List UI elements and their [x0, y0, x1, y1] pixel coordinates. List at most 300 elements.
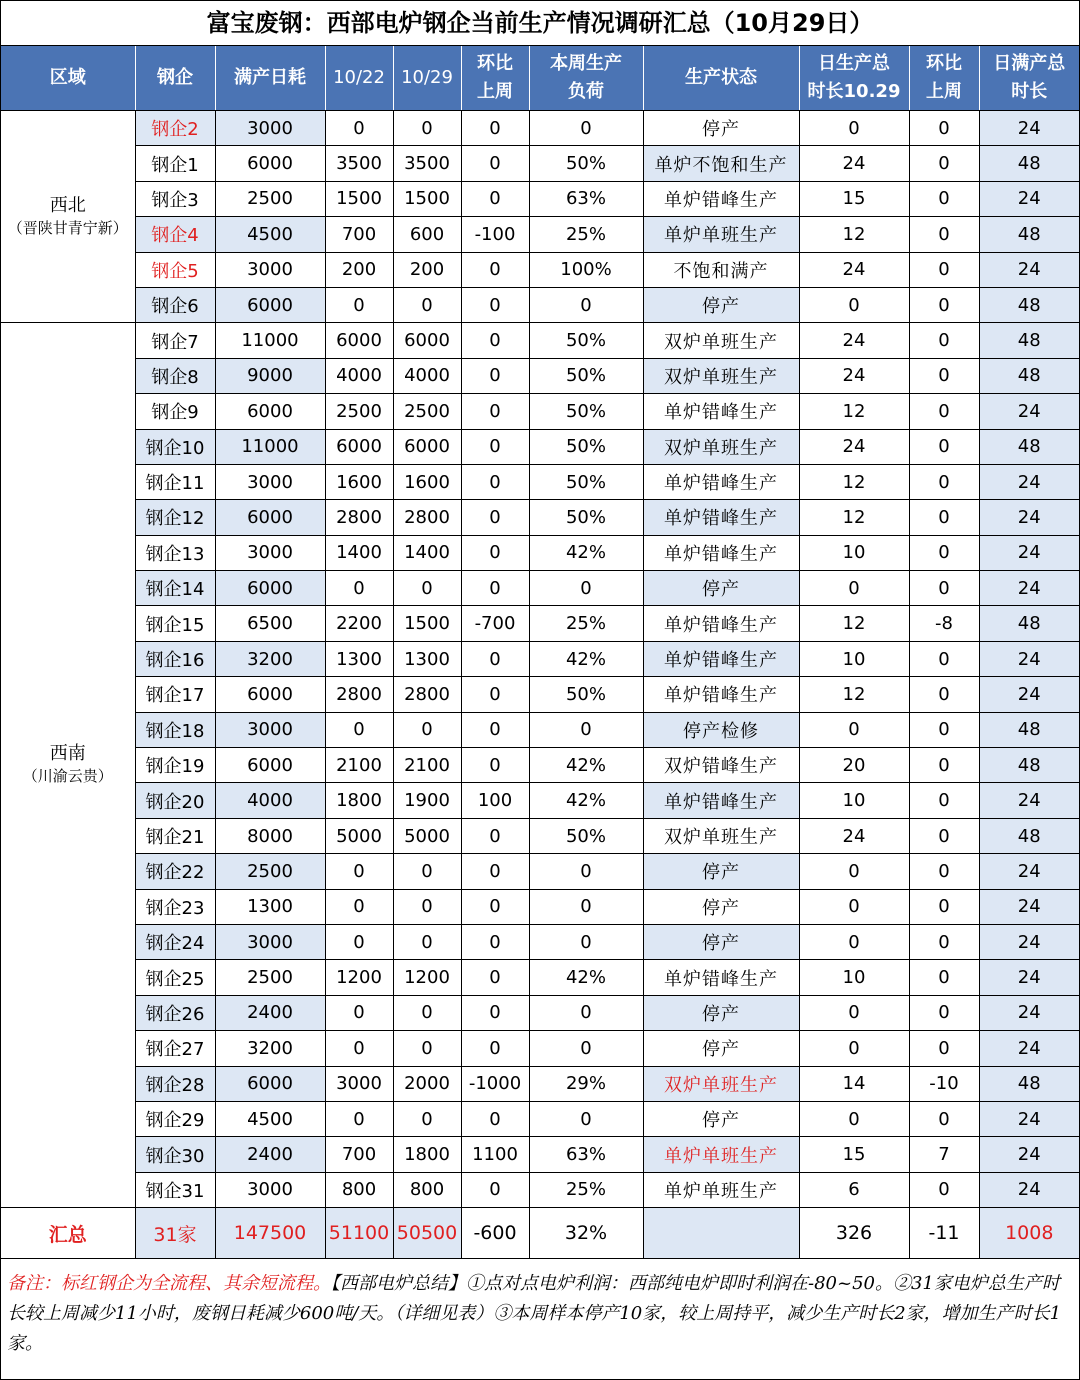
cell-mill: 钢企7	[135, 323, 215, 358]
cell-hours: 12	[799, 606, 909, 641]
cell-hours: 0	[799, 111, 909, 146]
cell-capacity: 1300	[215, 889, 325, 924]
cell-d1022: 1500	[325, 181, 393, 216]
table-row	[1, 1137, 1079, 1172]
cell-d1029: 6000	[393, 323, 461, 358]
cell-hours: 24	[799, 252, 909, 287]
cell-full: 24	[979, 571, 1079, 606]
cell-d1022: 1300	[325, 641, 393, 676]
table-row	[1, 606, 1079, 641]
cell-mill: 钢企5	[135, 252, 215, 287]
cell-hours: 12	[799, 500, 909, 535]
cell-d1029: 2500	[393, 394, 461, 429]
cell-capacity: 3200	[215, 1031, 325, 1066]
cell-status: 停产	[643, 287, 799, 322]
cell-hours: 0	[799, 854, 909, 889]
total-d1029: 50500	[393, 1208, 461, 1259]
cell-mill: 钢企28	[135, 1066, 215, 1101]
table-row	[1, 1101, 1079, 1136]
cell-load: 25%	[529, 217, 643, 252]
cell-full: 24	[979, 854, 1079, 889]
cell-hwow: 0	[909, 712, 979, 747]
cell-mill: 钢企20	[135, 783, 215, 818]
total-capacity: 147500	[215, 1208, 325, 1259]
total-mill: 31家	[135, 1208, 215, 1259]
cell-d1029: 1500	[393, 181, 461, 216]
cell-capacity: 6500	[215, 606, 325, 641]
cell-hwow: 0	[909, 748, 979, 783]
cell-load: 50%	[529, 464, 643, 499]
cell-hwow: 0	[909, 394, 979, 429]
cell-hwow: 0	[909, 111, 979, 146]
cell-capacity: 4500	[215, 1101, 325, 1136]
cell-d1029: 2800	[393, 500, 461, 535]
cell-hwow: 0	[909, 181, 979, 216]
cell-full: 48	[979, 287, 1079, 322]
cell-d1022: 0	[325, 854, 393, 889]
cell-hwow: -10	[909, 1066, 979, 1101]
cell-wow: -700	[461, 606, 529, 641]
cell-mill: 钢企3	[135, 181, 215, 216]
cell-status: 单炉错峰生产	[643, 394, 799, 429]
cell-capacity: 6000	[215, 1066, 325, 1101]
cell-hours: 12	[799, 677, 909, 712]
cell-wow: 0	[461, 500, 529, 535]
cell-full: 24	[979, 111, 1079, 146]
cell-mill: 钢企21	[135, 818, 215, 853]
cell-wow: 0	[461, 924, 529, 959]
cell-hwow: 0	[909, 464, 979, 499]
header-hours: 日生产总 时长10.29	[799, 46, 909, 111]
cell-status: 双炉单班生产	[643, 323, 799, 358]
cell-d1029: 2000	[393, 1066, 461, 1101]
cell-hwow: 0	[909, 1172, 979, 1207]
cell-hours: 0	[799, 1101, 909, 1136]
cell-status: 停产	[643, 854, 799, 889]
table-row	[1, 1172, 1079, 1207]
cell-d1029: 1900	[393, 783, 461, 818]
cell-hwow: -8	[909, 606, 979, 641]
cell-capacity: 6000	[215, 571, 325, 606]
cell-status: 单炉错峰生产	[643, 641, 799, 676]
cell-wow: 0	[461, 146, 529, 181]
cell-load: 63%	[529, 181, 643, 216]
region-subtitle: （川渝云贵）	[22, 767, 113, 786]
cell-d1029: 4000	[393, 358, 461, 393]
cell-mill: 钢企19	[135, 748, 215, 783]
cell-d1022: 700	[325, 217, 393, 252]
cell-capacity: 8000	[215, 818, 325, 853]
cell-hours: 12	[799, 464, 909, 499]
total-hwow: -11	[909, 1208, 979, 1259]
header-wow: 环比 上周	[461, 46, 529, 111]
cell-d1029: 0	[393, 287, 461, 322]
cell-hours: 0	[799, 287, 909, 322]
cell-status: 停产检修	[643, 712, 799, 747]
cell-d1029: 0	[393, 111, 461, 146]
cell-wow: 0	[461, 889, 529, 924]
production-table	[1, 46, 1079, 1259]
cell-load: 42%	[529, 960, 643, 995]
cell-hours: 0	[799, 889, 909, 924]
cell-load: 50%	[529, 677, 643, 712]
cell-hours: 15	[799, 181, 909, 216]
region-southwest	[1, 323, 135, 1208]
cell-load: 42%	[529, 535, 643, 570]
cell-mill: 钢企9	[135, 394, 215, 429]
cell-wow: 0	[461, 535, 529, 570]
table-row	[1, 854, 1079, 889]
cell-d1022: 0	[325, 571, 393, 606]
cell-status: 停产	[643, 924, 799, 959]
cell-capacity: 3200	[215, 641, 325, 676]
cell-hwow: 0	[909, 535, 979, 570]
cell-mill: 钢企27	[135, 1031, 215, 1066]
cell-full: 24	[979, 1172, 1079, 1207]
cell-d1022: 2800	[325, 677, 393, 712]
cell-full: 48	[979, 818, 1079, 853]
cell-mill: 钢企10	[135, 429, 215, 464]
cell-d1022: 0	[325, 712, 393, 747]
region-subtitle: （晋陕甘青宁新）	[7, 218, 128, 237]
cell-load: 42%	[529, 748, 643, 783]
cell-d1029: 2800	[393, 677, 461, 712]
total-load: 32%	[529, 1208, 643, 1259]
cell-hours: 0	[799, 1031, 909, 1066]
cell-d1022: 1400	[325, 535, 393, 570]
header-status: 生产状态	[643, 46, 799, 111]
cell-capacity: 3000	[215, 1172, 325, 1207]
cell-full: 48	[979, 358, 1079, 393]
cell-load: 0	[529, 571, 643, 606]
cell-hours: 0	[799, 995, 909, 1030]
cell-load: 29%	[529, 1066, 643, 1101]
cell-d1022: 6000	[325, 323, 393, 358]
cell-status: 单炉单班生产	[643, 1172, 799, 1207]
cell-capacity: 11000	[215, 323, 325, 358]
cell-status: 停产	[643, 995, 799, 1030]
cell-status: 单炉错峰生产	[643, 960, 799, 995]
cell-d1022: 0	[325, 1101, 393, 1136]
cell-wow: 0	[461, 960, 529, 995]
cell-hours: 0	[799, 571, 909, 606]
cell-full: 48	[979, 146, 1079, 181]
cell-d1029: 0	[393, 712, 461, 747]
cell-full: 48	[979, 429, 1079, 464]
cell-wow: 0	[461, 1172, 529, 1207]
cell-load: 0	[529, 111, 643, 146]
cell-load: 50%	[529, 358, 643, 393]
footnote-summary: 【西部电炉总结】①点对点电炉利润：西部纯电炉即时利润在-80~50。②31家电炉总生产时长较上周减少11小时，废钢日耗减少600吨/天。（详细见表）③本周样本停产10家，较上周持平，减少生产时长2家，增加生产时长1家。	[7, 1273, 1062, 1354]
cell-d1022: 1200	[325, 960, 393, 995]
table-row	[1, 287, 1079, 322]
cell-hours: 0	[799, 924, 909, 959]
cell-full: 24	[979, 500, 1079, 535]
cell-hours: 10	[799, 783, 909, 818]
cell-load: 50%	[529, 429, 643, 464]
cell-hours: 10	[799, 535, 909, 570]
cell-mill: 钢企4	[135, 217, 215, 252]
cell-d1029: 0	[393, 1101, 461, 1136]
cell-capacity: 6000	[215, 677, 325, 712]
cell-status: 停产	[643, 889, 799, 924]
cell-full: 24	[979, 783, 1079, 818]
cell-status: 单炉错峰生产	[643, 464, 799, 499]
cell-wow: 0	[461, 429, 529, 464]
cell-load: 0	[529, 1031, 643, 1066]
header-1022: 10/22	[325, 46, 393, 111]
cell-hours: 12	[799, 217, 909, 252]
cell-d1022: 2100	[325, 748, 393, 783]
cell-d1022: 0	[325, 1031, 393, 1066]
cell-d1022: 1600	[325, 464, 393, 499]
cell-capacity: 4000	[215, 783, 325, 818]
header-full-hours: 日满产总 时长	[979, 46, 1079, 111]
cell-full: 24	[979, 464, 1079, 499]
cell-d1029: 0	[393, 854, 461, 889]
cell-d1022: 4000	[325, 358, 393, 393]
cell-hwow: 0	[909, 960, 979, 995]
table-row	[1, 960, 1079, 995]
table-row	[1, 358, 1079, 393]
cell-mill: 钢企17	[135, 677, 215, 712]
cell-d1022: 2200	[325, 606, 393, 641]
table-row	[1, 1031, 1079, 1066]
total-row	[1, 1208, 1079, 1259]
cell-full: 24	[979, 641, 1079, 676]
cell-full: 24	[979, 1101, 1079, 1136]
cell-d1022: 0	[325, 995, 393, 1030]
cell-wow: 0	[461, 1101, 529, 1136]
cell-load: 50%	[529, 323, 643, 358]
cell-full: 48	[979, 217, 1079, 252]
cell-d1029: 0	[393, 571, 461, 606]
cell-status: 单炉单班生产	[643, 1137, 799, 1172]
header-hours-wow: 环比 上周	[909, 46, 979, 111]
footnote	[7, 1269, 1073, 1359]
cell-d1029: 1200	[393, 960, 461, 995]
cell-capacity: 3000	[215, 924, 325, 959]
cell-capacity: 3000	[215, 464, 325, 499]
cell-d1029: 0	[393, 1031, 461, 1066]
cell-hwow: 0	[909, 571, 979, 606]
cell-hwow: 0	[909, 1101, 979, 1136]
table-row	[1, 748, 1079, 783]
cell-mill: 钢企1	[135, 146, 215, 181]
cell-hwow: 7	[909, 1137, 979, 1172]
cell-status: 单炉错峰生产	[643, 783, 799, 818]
cell-capacity: 6000	[215, 500, 325, 535]
cell-status: 单炉错峰生产	[643, 535, 799, 570]
cell-d1029: 1800	[393, 1137, 461, 1172]
cell-hours: 24	[799, 429, 909, 464]
cell-load: 42%	[529, 783, 643, 818]
cell-status: 单炉错峰生产	[643, 677, 799, 712]
cell-mill: 钢企11	[135, 464, 215, 499]
table-row	[1, 995, 1079, 1030]
region-name: 西南	[49, 743, 86, 765]
cell-capacity: 6000	[215, 146, 325, 181]
cell-hwow: 0	[909, 146, 979, 181]
cell-status: 单炉错峰生产	[643, 606, 799, 641]
cell-wow: 0	[461, 571, 529, 606]
cell-load: 50%	[529, 500, 643, 535]
cell-hwow: 0	[909, 358, 979, 393]
cell-full: 24	[979, 889, 1079, 924]
cell-status: 双炉错峰生产	[643, 748, 799, 783]
cell-status: 停产	[643, 1101, 799, 1136]
cell-d1022: 2500	[325, 394, 393, 429]
table-row	[1, 111, 1079, 146]
table-row	[1, 429, 1079, 464]
cell-full: 24	[979, 535, 1079, 570]
cell-wow: 0	[461, 181, 529, 216]
cell-d1022: 0	[325, 924, 393, 959]
cell-status: 双炉单班生产	[643, 1066, 799, 1101]
table-row	[1, 818, 1079, 853]
cell-load: 0	[529, 1101, 643, 1136]
cell-hours: 20	[799, 748, 909, 783]
table-row	[1, 394, 1079, 429]
cell-full: 24	[979, 960, 1079, 995]
cell-wow: 0	[461, 394, 529, 429]
cell-wow: -100	[461, 217, 529, 252]
cell-capacity: 11000	[215, 429, 325, 464]
cell-mill: 钢企26	[135, 995, 215, 1030]
table-row	[1, 181, 1079, 216]
cell-d1029: 0	[393, 995, 461, 1030]
cell-d1029: 6000	[393, 429, 461, 464]
cell-full: 24	[979, 924, 1079, 959]
cell-load: 0	[529, 924, 643, 959]
cell-mill: 钢企6	[135, 287, 215, 322]
cell-status: 不饱和满产	[643, 252, 799, 287]
cell-status: 停产	[643, 571, 799, 606]
cell-full: 24	[979, 394, 1079, 429]
table-row	[1, 464, 1079, 499]
header-mill: 钢企	[135, 46, 215, 111]
cell-capacity: 2500	[215, 181, 325, 216]
table-row	[1, 712, 1079, 747]
cell-hours: 10	[799, 641, 909, 676]
cell-capacity: 6000	[215, 394, 325, 429]
cell-hours: 24	[799, 323, 909, 358]
cell-capacity: 2400	[215, 995, 325, 1030]
cell-d1022: 5000	[325, 818, 393, 853]
cell-wow: 1100	[461, 1137, 529, 1172]
cell-mill: 钢企18	[135, 712, 215, 747]
header-load: 本周生产 负荷	[529, 46, 643, 111]
table-row	[1, 889, 1079, 924]
cell-capacity: 2500	[215, 960, 325, 995]
header-row	[1, 46, 1079, 111]
cell-capacity: 3000	[215, 111, 325, 146]
cell-hwow: 0	[909, 677, 979, 712]
cell-load: 0	[529, 995, 643, 1030]
cell-wow: 0	[461, 464, 529, 499]
cell-wow: -1000	[461, 1066, 529, 1101]
cell-capacity: 2400	[215, 1137, 325, 1172]
cell-wow: 0	[461, 1031, 529, 1066]
cell-wow: 0	[461, 677, 529, 712]
cell-status: 单炉单班生产	[643, 217, 799, 252]
cell-d1029: 3500	[393, 146, 461, 181]
cell-d1029: 1400	[393, 535, 461, 570]
total-label: 汇总	[1, 1208, 135, 1259]
total-status	[643, 1208, 799, 1259]
cell-capacity: 3000	[215, 712, 325, 747]
cell-d1022: 2800	[325, 500, 393, 535]
cell-hours: 24	[799, 818, 909, 853]
cell-hours: 15	[799, 1137, 909, 1172]
cell-full: 24	[979, 1137, 1079, 1172]
cell-d1022: 0	[325, 287, 393, 322]
cell-capacity: 3000	[215, 252, 325, 287]
cell-load: 63%	[529, 1137, 643, 1172]
cell-wow: 0	[461, 712, 529, 747]
total-full: 1008	[979, 1208, 1079, 1259]
cell-load: 0	[529, 712, 643, 747]
region-name: 西北	[49, 194, 86, 216]
table-row	[1, 535, 1079, 570]
cell-load: 0	[529, 889, 643, 924]
region-northwest	[1, 111, 135, 323]
cell-hwow: 0	[909, 854, 979, 889]
cell-load: 50%	[529, 394, 643, 429]
cell-wow: 0	[461, 287, 529, 322]
cell-hwow: 0	[909, 252, 979, 287]
cell-d1029: 1500	[393, 606, 461, 641]
table-body	[1, 111, 1079, 1259]
cell-hwow: 0	[909, 1031, 979, 1066]
cell-d1022: 1800	[325, 783, 393, 818]
cell-d1029: 600	[393, 217, 461, 252]
table-row	[1, 252, 1079, 287]
cell-mill: 钢企12	[135, 500, 215, 535]
table-row	[1, 500, 1079, 535]
cell-d1022: 700	[325, 1137, 393, 1172]
cell-status: 停产	[643, 1031, 799, 1066]
cell-load: 100%	[529, 252, 643, 287]
cell-hwow: 0	[909, 818, 979, 853]
cell-hours: 6	[799, 1172, 909, 1207]
cell-hwow: 0	[909, 429, 979, 464]
cell-full: 48	[979, 606, 1079, 641]
cell-d1029: 5000	[393, 818, 461, 853]
cell-full: 48	[979, 1066, 1079, 1101]
cell-wow: 0	[461, 818, 529, 853]
table-row	[1, 677, 1079, 712]
page-title: 富宝废钢：西部电炉钢企当前生产情况调研汇总（10月29日）	[1, 1, 1079, 46]
cell-mill: 钢企22	[135, 854, 215, 889]
cell-hwow: 0	[909, 500, 979, 535]
cell-wow: 0	[461, 748, 529, 783]
cell-hwow: 0	[909, 287, 979, 322]
cell-wow: 0	[461, 252, 529, 287]
cell-mill: 钢企16	[135, 641, 215, 676]
cell-mill: 钢企30	[135, 1137, 215, 1172]
cell-status: 单炉错峰生产	[643, 181, 799, 216]
cell-status: 单炉错峰生产	[643, 500, 799, 535]
cell-mill: 钢企15	[135, 606, 215, 641]
cell-d1029: 1300	[393, 641, 461, 676]
cell-status: 双炉单班生产	[643, 429, 799, 464]
header-region: 区域	[1, 46, 135, 111]
total-hours: 326	[799, 1208, 909, 1259]
cell-hwow: 0	[909, 641, 979, 676]
cell-hours: 24	[799, 146, 909, 181]
cell-status: 停产	[643, 111, 799, 146]
